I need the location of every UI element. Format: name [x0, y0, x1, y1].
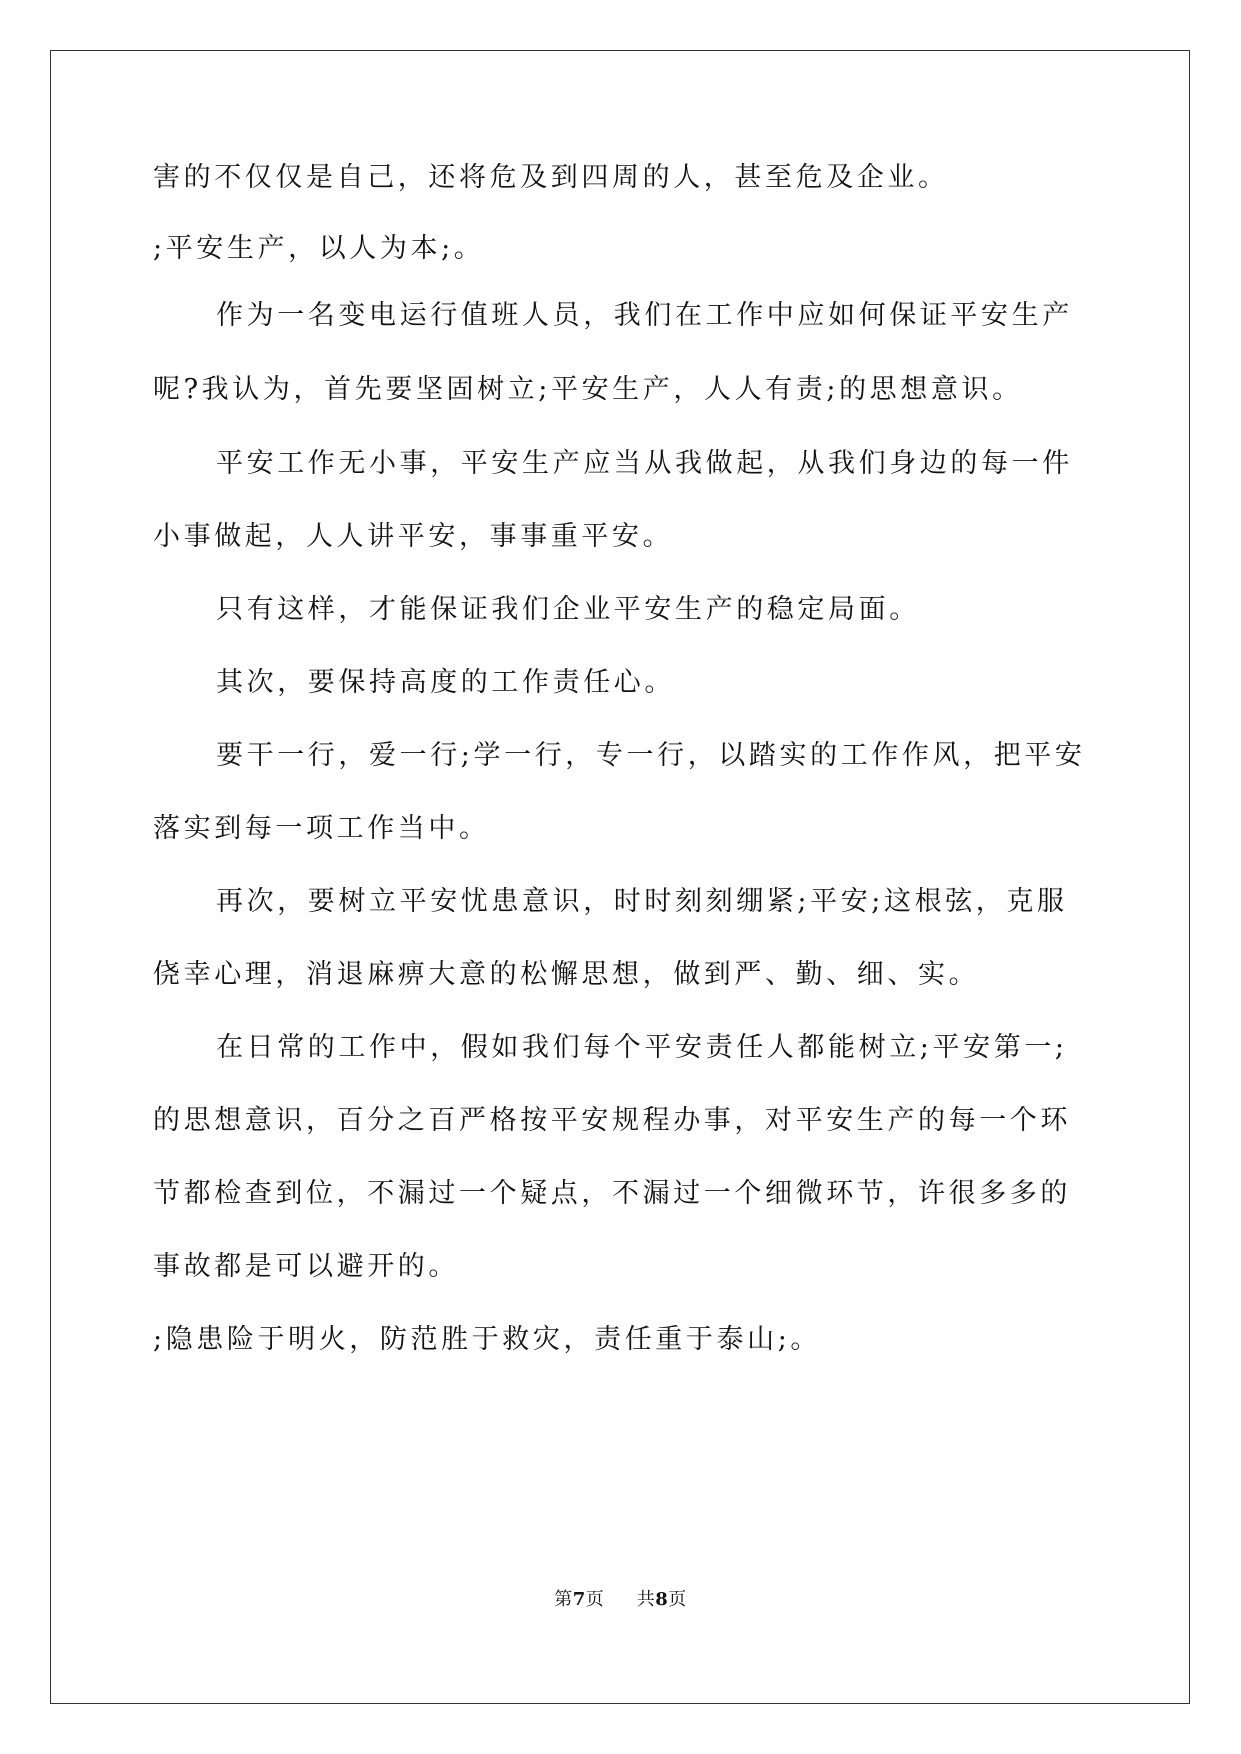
text-line: 事故都是可以避开的。 — [153, 1251, 459, 1282]
text-line: 只有这样，才能保证我们企业平安生产的稳定局面。 — [216, 594, 920, 625]
text-line: 作为一名变电运行值班人员，我们在工作中应如何保证平安生产 — [216, 300, 1073, 331]
text-line: 小事做起，人人讲平安，事事重平安。 — [153, 521, 674, 552]
text-line: ;隐患险于明火，防范胜于救灾，责任重于泰山;。 — [153, 1324, 821, 1355]
page-number: 第7页 — [554, 1589, 605, 1610]
text-line: 其次，要保持高度的工作责任心。 — [216, 667, 675, 698]
text-line: 节都检查到位，不漏过一个疑点，不漏过一个细微环节，许很多多的 — [153, 1178, 1071, 1209]
text-line: 的思想意识，百分之百严格按平安规程办事，对平安生产的每一个环 — [153, 1105, 1071, 1136]
text-line: 再次，要树立平安忧患意识，时时刻刻绷紧;平安;这根弦，克服 — [216, 886, 1068, 917]
text-line: 呢?我认为，首先要坚固树立;平安生产，人人有责;的思想意识。 — [153, 374, 1023, 405]
text-line: 落实到每一项工作当中。 — [153, 813, 490, 844]
text-line: ;平安生产，以人为本;。 — [153, 233, 485, 264]
page-total: 共8页 — [636, 1589, 687, 1610]
text-line: 侥幸心理，消退麻痹大意的松懈思想，做到严、勤、细、实。 — [153, 959, 980, 990]
text-line: 在日常的工作中，假如我们每个平安责任人都能树立;平安第一; — [216, 1032, 1068, 1063]
page-footer — [0, 1587, 1241, 1613]
text-line: 害的不仅仅是自己，还将危及到四周的人，甚至危及企业。 — [153, 162, 949, 193]
text-line: 平安工作无小事，平安生产应当从我做起，从我们身边的每一件 — [216, 448, 1073, 479]
text-line: 要干一行，爱一行;学一行，专一行，以踏实的工作作风，把平安 — [216, 740, 1086, 771]
